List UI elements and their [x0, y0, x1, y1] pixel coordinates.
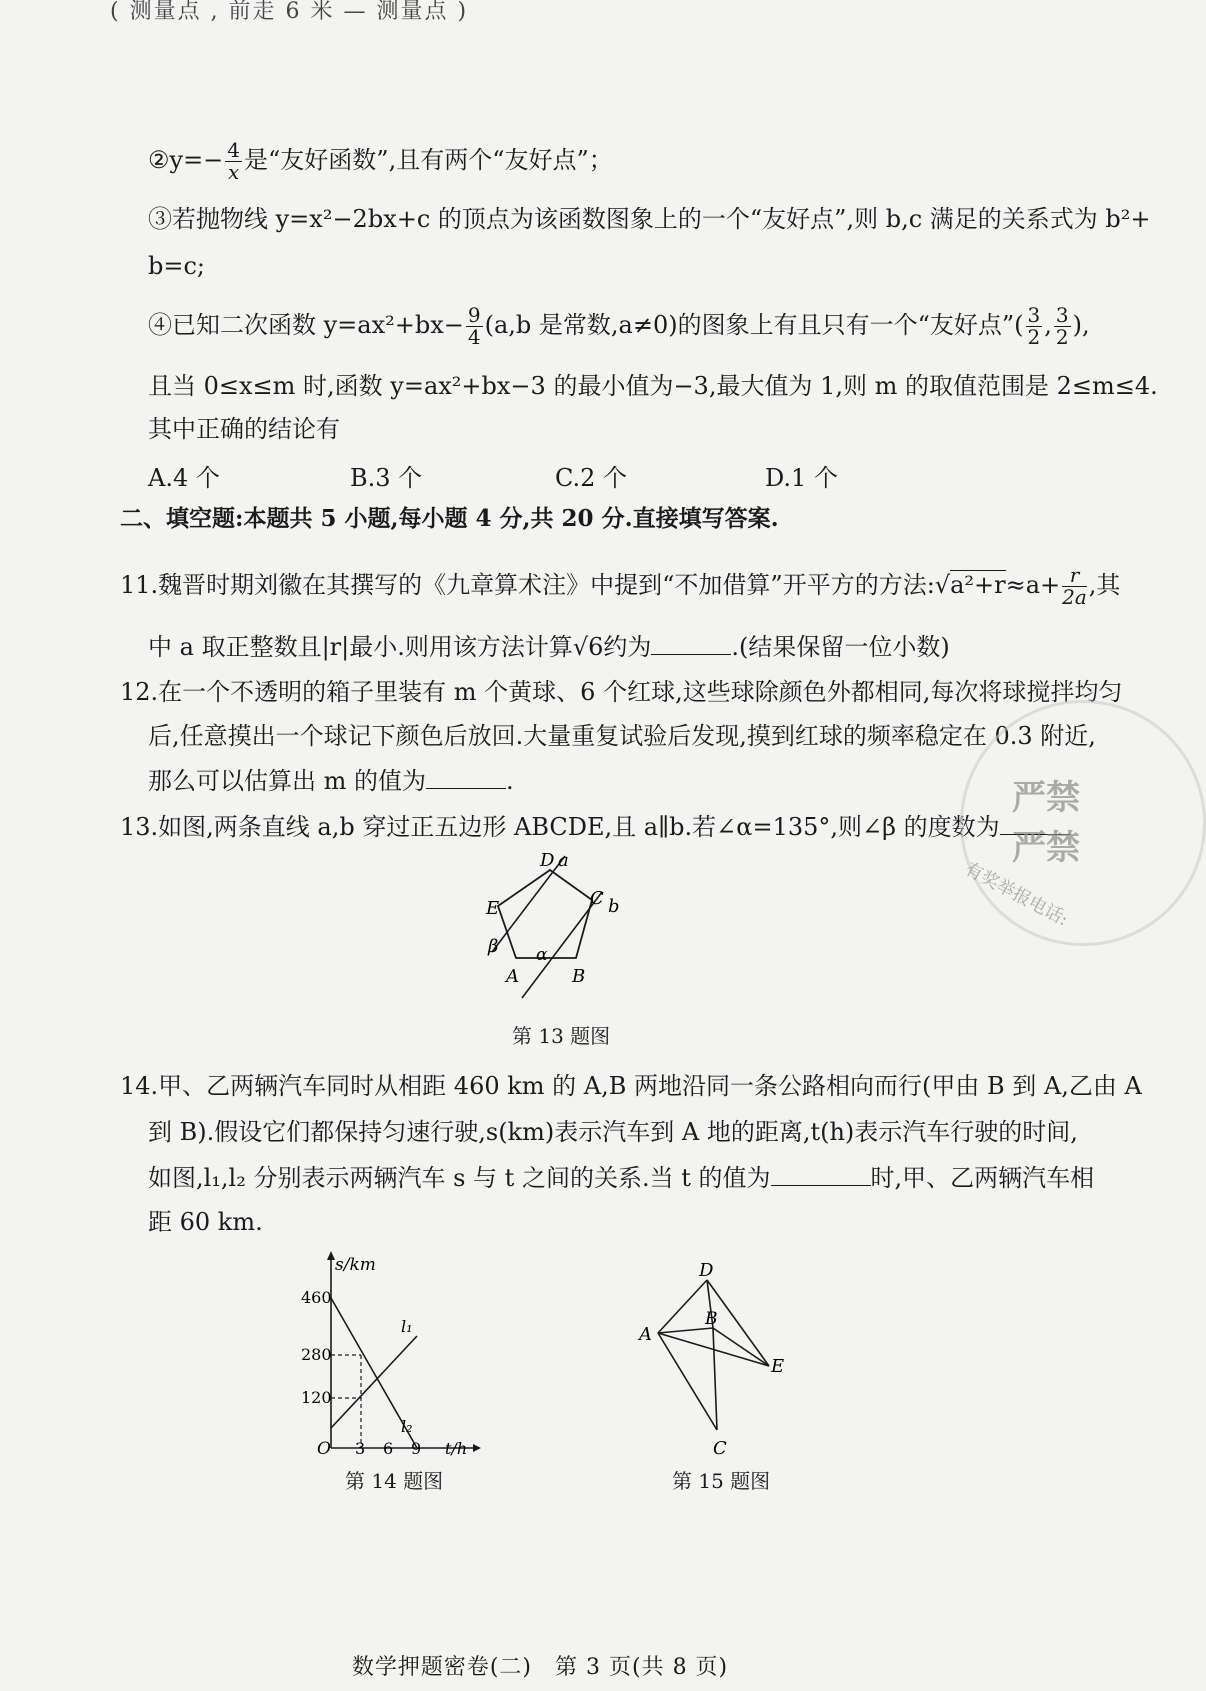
statement-4-prefix: ④已知二次函数 y=ax²+bx−	[148, 311, 464, 339]
stamp-ring-text: 有奖举报电话:	[961, 858, 1072, 931]
comma: ,	[1044, 311, 1052, 339]
fraction-9-over-4	[466, 305, 483, 348]
y-axis-label: s/km	[335, 1255, 376, 1275]
y-tick-120: 120	[301, 1388, 332, 1407]
sqrt-radicand: a²+r	[950, 571, 1006, 599]
label-A: A	[506, 966, 519, 987]
stamp-text-2: 严禁	[1012, 828, 1080, 868]
label-C: C	[713, 1438, 727, 1459]
quadrilateral-figure	[635, 1258, 805, 1463]
label-D: D	[540, 850, 555, 871]
fraction-r-over-2a	[1062, 565, 1087, 608]
question-13-line1	[120, 812, 1070, 842]
statement-4-mid: (a,b 是常数,a≠0)的图象上有且只有一个“友好点”(	[484, 311, 1024, 339]
q14-line3-text: 如图,l₁,l₂ 分别表示两辆汽车 s 与 t 之间的关系.当 t 的值为	[148, 1164, 771, 1192]
question-14-line1: 14.甲、乙两辆汽车同时从相距 460 km 的 A,B 两地沿同一条公路相向而行(甲由 B 到 A,乙由 A	[120, 1072, 1142, 1100]
distance-time-graph	[295, 1248, 485, 1463]
q12-line3-end: .	[506, 767, 514, 795]
origin-label: O	[317, 1439, 331, 1459]
line-l1	[331, 1336, 417, 1428]
option-d: D.1 个	[765, 464, 838, 492]
pentagon-figure	[470, 848, 660, 1008]
y-axis-arrow	[327, 1251, 335, 1260]
frac-num: 9	[467, 303, 481, 327]
x-tick-9: 9	[411, 1439, 422, 1458]
answer-blank-11[interactable]	[651, 632, 731, 655]
q11-line2-text: 中 a 取正整数且|r|最小.则用该方法计算√6约为	[148, 633, 652, 661]
fraction-3-over-2	[1054, 305, 1071, 348]
answer-blank-14[interactable]	[771, 1163, 871, 1186]
figure-15-caption: 第 15 题图	[672, 1469, 771, 1493]
label-B: B	[705, 1309, 718, 1329]
question-14-line2: 到 B).假设它们都保持匀速行驶,s(km)表示汽车到 A 地的距离,t(h)表示汽车行驶的时间,	[148, 1118, 1078, 1146]
frac-den: 2a	[1062, 585, 1087, 609]
frac-num: r	[1062, 565, 1087, 587]
x-axis-label: t/h	[445, 1439, 468, 1458]
statement-2	[148, 140, 613, 183]
x-axis-arrow	[473, 1444, 481, 1452]
question-12-line2: 后,任意摸出一个球记下颜色后放回.大量重复试验后发现,摸到红球的频率稳定在 0.3 附近,	[148, 722, 1096, 750]
q14-line3-end: 时,甲、乙两辆汽车相	[870, 1164, 1095, 1192]
statement-4-end: ),	[1072, 311, 1090, 339]
label-l2: l₂	[401, 1417, 413, 1436]
label-C: C	[590, 888, 604, 909]
label-alpha: α	[536, 945, 548, 965]
y-tick-280: 280	[301, 1345, 332, 1364]
frac-den: x	[228, 160, 240, 184]
label-b: b	[608, 896, 620, 917]
segment-BC	[713, 1328, 717, 1430]
top-cut-text: ( 测量点 , 前走 6 米 — 测量点 )	[110, 0, 469, 24]
page-footer: 数学押题密卷(二) 第 3 页(共 8 页)	[351, 1655, 729, 1680]
q11-line1-end: ,其	[1088, 571, 1121, 599]
question-12-line1: 12.在一个不透明的箱子里装有 m 个黄球、6 个红球,这些球除颜色外都相同,每次将球搅拌均匀	[120, 678, 1123, 706]
fraction-4-over-x	[225, 140, 242, 183]
statement-4-line2: 且当 0≤x≤m 时,函数 y=ax²+bx−3 的最小值为−3,最大值为 1,则 m 的取值范围是 2≤m≤4.	[148, 372, 1158, 400]
question-11-line1	[120, 565, 1120, 608]
label-E: E	[486, 898, 500, 919]
q12-line3-text: 那么可以估算出 m 的值为	[148, 767, 427, 795]
stamp-text-1: 严禁	[1012, 778, 1080, 818]
question-12-line3	[148, 766, 514, 796]
statement-4	[148, 305, 1090, 348]
answer-blank-12[interactable]	[426, 766, 506, 789]
x-tick-6: 6	[383, 1439, 394, 1458]
q11-approx: ≈a+	[1005, 571, 1061, 599]
section-heading: 二、填空题:本题共 5 小题,每小题 4 分,共 20 分.直接填写答案.	[120, 505, 779, 532]
statement-2-suffix: 是“友好函数”,且有两个“友好点”；	[244, 146, 613, 174]
frac-den: 2	[1027, 325, 1041, 349]
fraction-3-over-2	[1026, 305, 1043, 348]
question-14-line3	[148, 1163, 1094, 1193]
label-beta: β	[488, 936, 499, 957]
statement-2-prefix: ②y=−	[148, 146, 224, 174]
conclusion-prompt: 其中正确的结论有	[148, 415, 340, 443]
label-B: B	[572, 966, 586, 987]
q11-line2-end: .(结果保留一位小数)	[731, 633, 950, 661]
option-a: A.4 个	[148, 464, 220, 492]
sqrt-expression: √a²+r	[934, 571, 1006, 599]
figure-13-caption: 第 13 题图	[512, 1024, 611, 1048]
frac-den: 4	[467, 325, 481, 349]
statement-3-line2: b=c;	[148, 252, 205, 280]
question-11-line2	[148, 632, 950, 662]
label-A: A	[639, 1324, 652, 1345]
watermark-stamp	[960, 700, 1206, 946]
q11-text: 11.魏晋时期刘徽在其撰写的《九章算术注》中提到“不加借算”开平方的方法:	[120, 571, 935, 599]
segment-AD	[658, 1280, 707, 1333]
label-l1: l₁	[401, 1317, 413, 1336]
question-14-line4: 距 60 km.	[148, 1208, 263, 1236]
option-c: C.2 个	[555, 464, 628, 492]
frac-den: 2	[1055, 325, 1069, 349]
label-a: a	[558, 850, 569, 871]
figure-14-caption: 第 14 题图	[345, 1469, 444, 1493]
label-E: E	[771, 1356, 785, 1377]
frac-num: 3	[1055, 303, 1069, 327]
x-tick-3: 3	[355, 1439, 366, 1458]
label-D: D	[699, 1260, 714, 1281]
frac-num: 4	[227, 138, 241, 162]
frac-num: 3	[1027, 303, 1041, 327]
statement-3-line1: ③若抛物线 y=x²−2bx+c 的顶点为该函数图象上的一个“友好点”,则 b,c 满足的关系式为 b²+	[148, 205, 1151, 233]
segment-BE	[713, 1328, 769, 1366]
option-b: B.3 个	[350, 464, 423, 492]
y-tick-460: 460	[301, 1288, 332, 1307]
q13-text: 13.如图,两条直线 a,b 穿过正五边形 ABCDE,且 a∥b.若∠α=135°,则∠β 的度数为	[120, 813, 1000, 841]
